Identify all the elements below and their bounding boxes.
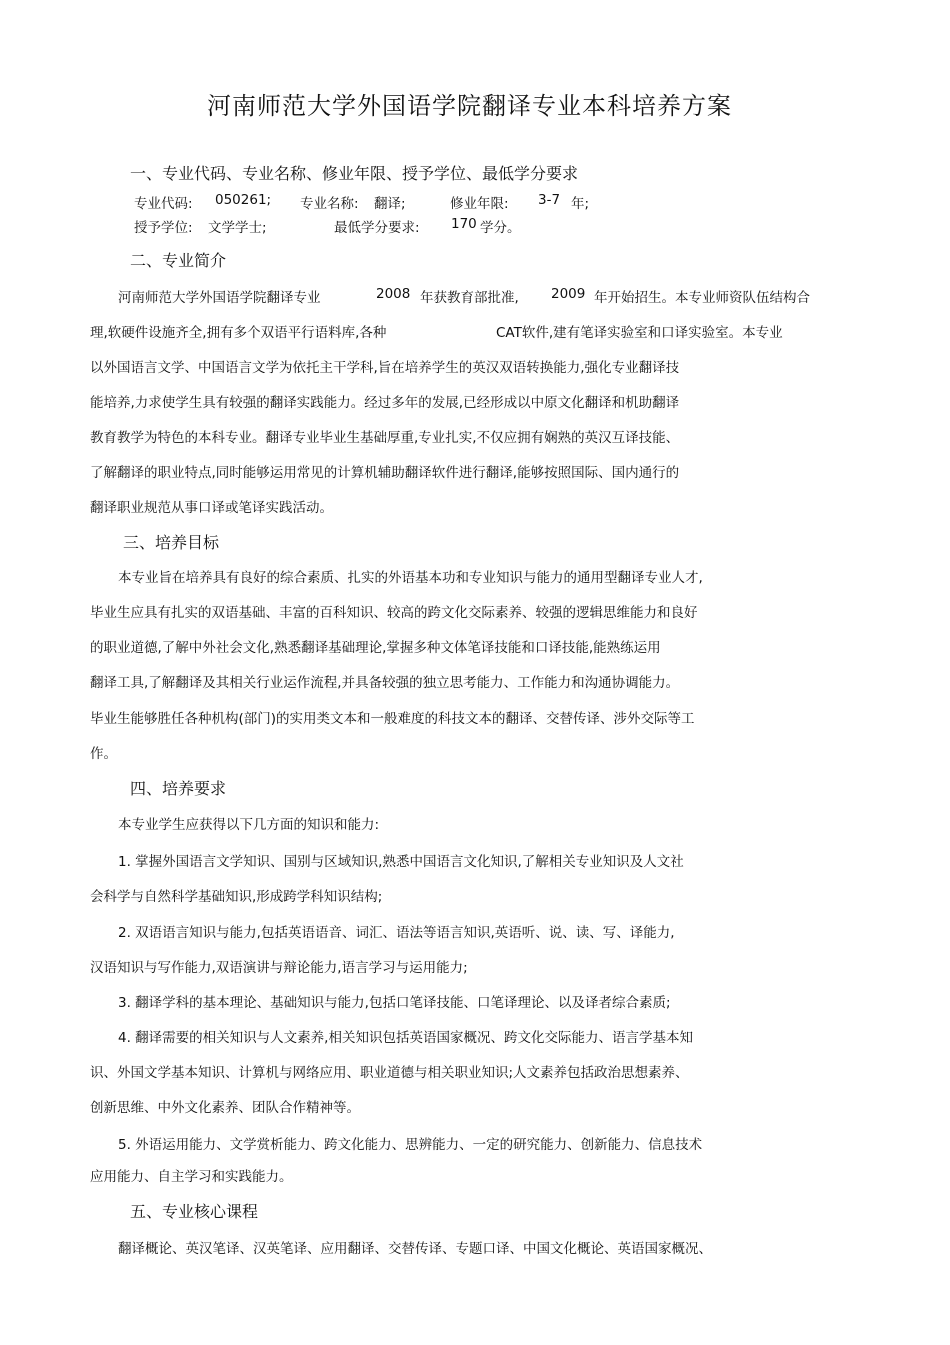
req-4-line-2: 识、外国文学基本知识、计算机与网络应用、职业道德与相关职业知识;人文素养包括政治思想素养、: [90, 1065, 689, 1081]
intro-line-2b: CAT软件,建有笔译实验室和口译实验室。本专业: [496, 325, 783, 341]
req-5-line-1: 5. 外语运用能力、文学赏析能力、跨文化能力、思辨能力、一定的研究能力、创新能力、信息技术: [118, 1137, 703, 1153]
intro-line-3: 以外国语言文学、中国语言文学为依托主干学科,旨在培养学生的英汉双语转换能力,强化专业翻译技: [90, 360, 680, 376]
years-label: 修业年限:: [450, 196, 509, 212]
code-value: 050261;: [215, 192, 272, 208]
section-2-heading: 二、专业简介: [130, 251, 227, 270]
name-label: 专业名称:: [300, 196, 359, 212]
intro-line-1e: 年开始招生。本专业师资队伍结构合: [594, 290, 810, 306]
code-label: 专业代码:: [134, 196, 193, 212]
req-4-line-1: 4. 翻译需要的相关知识与人文素养,相关知识包括英语国家概况、跨文化交际能力、语言学基本知: [118, 1030, 693, 1046]
credits-value: 170: [451, 216, 477, 232]
goal-line-3: 的职业道德,了解中外社会文化,熟悉翻译基础理论,掌握多种文体笔译技能和口译技能,能熟练运用: [90, 640, 661, 656]
req-1-line-1: 1. 掌握外国语言文学知识、国别与区域知识,熟悉中国语言文化知识,了解相关专业知识及人文社: [118, 854, 684, 870]
req-2-line-1: 2. 双语语言知识与能力,包括英语语音、词汇、语法等语言知识,英语听、说、读、写、译能力,: [118, 925, 675, 941]
degree-value: 文学学士;: [208, 220, 267, 236]
intro-line-1a: 河南师范大学外国语学院翻译专业: [118, 290, 321, 306]
section-5-heading: 五、专业核心课程: [130, 1202, 259, 1221]
years-unit: 年;: [571, 196, 590, 212]
goal-line-5: 毕业生能够胜任各种机构(部门)的实用类文本和一般难度的科技文本的翻译、交替传译、涉外交际等工: [90, 711, 695, 727]
courses-line-1: 翻译概论、英汉笔译、汉英笔译、应用翻译、交替传译、专题口译、中国文化概论、英语国家概况、: [118, 1241, 712, 1257]
req-3-line-1: 3. 翻译学科的基本理论、基础知识与能力,包括口笔译技能、口笔译理论、以及译者综合素质;: [118, 995, 671, 1011]
intro-line-1c: 年获教育部批准,: [420, 290, 519, 306]
intro-line-1d: 2009: [551, 286, 586, 302]
page-title: 河南师范大学外国语学院翻译专业本科培养方案: [207, 92, 732, 120]
req-1-line-2: 会科学与自然科学基础知识,形成跨学科知识结构;: [90, 889, 383, 905]
goal-line-4: 翻译工具,了解翻译及其相关行业运作流程,并具备较强的独立思考能力、工作能力和沟通协调能力。: [90, 675, 680, 691]
years-value: 3-7: [538, 192, 561, 208]
intro-line-6: 了解翻译的职业特点,同时能够运用常见的计算机辅助翻译软件进行翻译,能够按照国际、国内通行的: [90, 465, 680, 481]
intro-line-7: 翻译职业规范从事口译或笔译实践活动。: [90, 500, 333, 516]
degree-label: 授予学位:: [134, 220, 193, 236]
name-value: 翻译;: [374, 196, 406, 212]
goal-line-1: 本专业旨在培养具有良好的综合素质、扎实的外语基本功和专业知识与能力的通用型翻译专业人才,: [118, 570, 703, 586]
section-1-heading: 一、专业代码、专业名称、修业年限、授予学位、最低学分要求: [130, 164, 579, 183]
intro-line-1b: 2008: [376, 286, 411, 302]
intro-line-5: 教育教学为特色的本科专业。翻译专业毕业生基础厚重,专业扎实,不仅应拥有娴熟的英汉互译技能、: [90, 430, 680, 446]
section-3-heading: 三、培养目标: [123, 533, 220, 552]
req-5-line-2: 应用能力、自主学习和实践能力。: [90, 1169, 293, 1185]
intro-line-4: 能培养,力求使学生具有较强的翻译实践能力。经过多年的发展,已经形成以中原文化翻译和机助翻译: [90, 395, 680, 411]
credits-label: 最低学分要求:: [334, 220, 420, 236]
section-4-heading: 四、培养要求: [130, 779, 227, 798]
intro-line-2a: 理,软硬件设施齐全,拥有多个双语平行语料库,各种: [90, 325, 387, 341]
req-2-line-2: 汉语知识与写作能力,双语演讲与辩论能力,语言学习与运用能力;: [90, 960, 468, 976]
credits-unit: 学分。: [480, 220, 521, 236]
goal-line-6: 作。: [90, 746, 117, 762]
goal-line-2: 毕业生应具有扎实的双语基础、丰富的百科知识、较高的跨文化交际素养、较强的逻辑思维能力和良好: [90, 605, 698, 621]
req-4-line-3: 创新思维、中外文化素养、团队合作精神等。: [90, 1100, 360, 1116]
req-intro: 本专业学生应获得以下几方面的知识和能力:: [118, 817, 380, 833]
